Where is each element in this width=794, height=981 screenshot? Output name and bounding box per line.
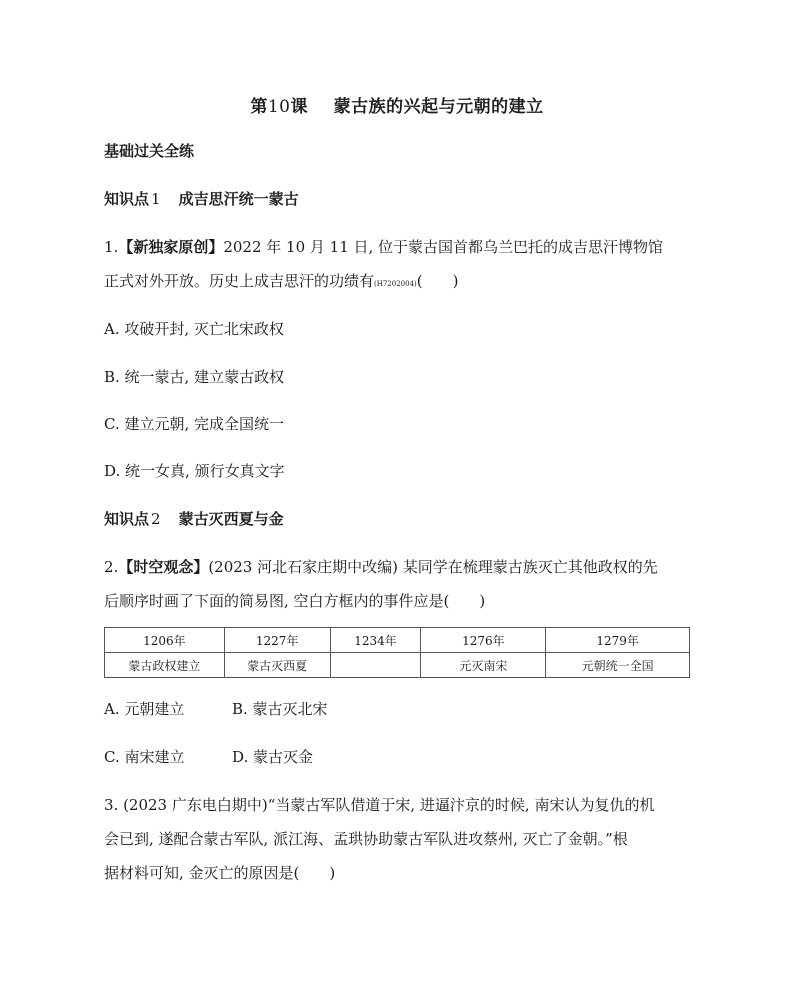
kp-title: 成吉思汗统一蒙古 [178,190,299,208]
q2-option-b[interactable]: B. 蒙古灭北宋 [232,700,328,718]
timeline-year: 1234年 [330,628,421,653]
timeline-year: 1206年 [105,628,225,653]
q1-line-1 [104,236,663,257]
q1-option-c[interactable]: C. 建立元朝, 完成全国统一 [104,415,285,433]
knowledge-point-2 [104,508,284,529]
timeline-event: 元灭南宋 [421,653,546,678]
kp-number: 2 [151,510,161,528]
kp-label: 知识点 [104,510,150,528]
q1-text-2: 正式对外开放。历史上成吉思汗的功绩有 [104,272,375,290]
kp-label: 知识点 [104,190,150,208]
q1-option-b[interactable]: B. 统一蒙古, 建立蒙古政权 [104,368,285,386]
title-suffix: 课 [290,97,308,117]
q1-answer-blank[interactable]: ( ) [416,272,459,290]
kp-title: 蒙古灭西夏与金 [178,510,284,528]
timeline-event: 元朝统一全国 [546,653,690,678]
timeline-years-row [105,628,690,653]
timeline-year: 1227年 [224,628,330,653]
q1-tag: 【新独家原创】 [118,238,224,256]
timeline-event: 蒙古政权建立 [105,653,225,678]
timeline-events-row [105,653,690,678]
timeline-event: 蒙古灭西夏 [224,653,330,678]
q2-option-a[interactable]: A. 元朝建立 [104,700,185,718]
q1-code: (H7202004) [374,280,417,288]
q2-line-2: 后顺序时画了下面的简易图, 空白方框内的事件应是( ) [104,592,486,610]
q2-options-row-2 [104,746,314,767]
timeline-blank-event[interactable] [330,653,421,678]
q1-text-1: 2022 年 10 月 11 日, 位于蒙古国首都乌兰巴托的成吉思汗博物馆 [223,238,664,256]
timeline-year: 1276年 [421,628,546,653]
section-heading: 基础过关全练 [104,142,195,160]
lesson-title [0,92,794,117]
lesson-number: 10 [267,97,291,117]
knowledge-point-1 [104,188,299,209]
q1-option-d[interactable]: D. 统一女真, 颁行女真文字 [104,462,285,480]
q2-option-c[interactable]: C. 南宋建立 [104,748,185,766]
q2-options-row-1 [104,698,328,719]
q2-option-d[interactable]: D. 蒙古灭金 [232,748,314,766]
timeline-year: 1279年 [546,628,690,653]
kp-number: 1 [151,190,161,208]
q2-tag: 【时空观念】 [118,558,209,576]
q2-number: 2. [104,558,119,576]
q3-line-2: 会已到, 遂配合蒙古军队, 派江海、孟珙协助蒙古军队进攻蔡州, 灭亡了金朝。”根 [104,830,628,848]
q2-text-1: (2023 河北石家庄期中改编) 某同学在梳理蒙古族灭亡其他政权的先 [208,558,658,576]
q1-line-2 [104,270,458,291]
timeline-table [104,627,690,678]
title-prefix: 第 [250,97,268,117]
q3-line-1: 3. (2023 广东电白期中)“当蒙古军队借道于宋, 进逼汴京的时候, 南宋认为复仇的机 [104,796,655,814]
q1-option-a[interactable]: A. 攻破开封, 灭亡北宋政权 [104,320,284,338]
q1-number: 1. [104,238,119,256]
q2-line-1 [104,556,658,577]
q3-line-3: 据材料可知, 金灭亡的原因是( ) [104,864,336,882]
lesson-name: 蒙古族的兴起与元朝的建立 [333,97,544,117]
